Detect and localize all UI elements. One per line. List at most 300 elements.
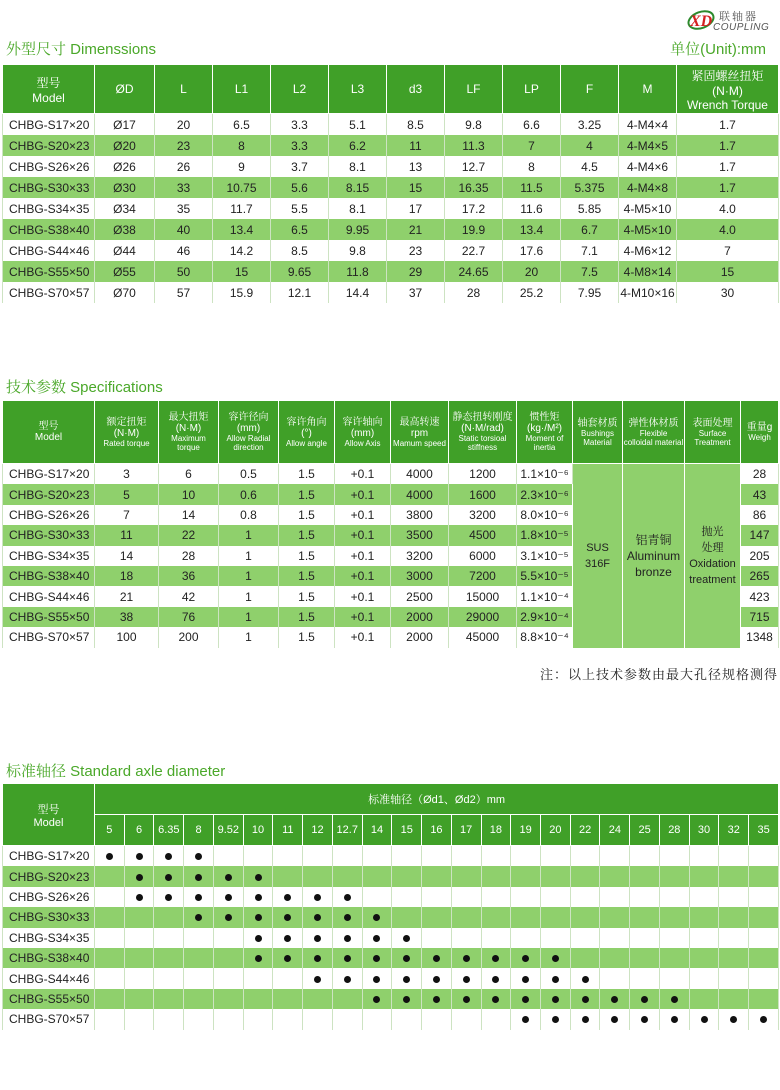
- value-cell: 4: [561, 135, 619, 156]
- available-dot-icon: [492, 996, 499, 1003]
- model-cell: CHBG-S38×40: [3, 948, 95, 968]
- diameter-cell: [422, 887, 452, 907]
- diameter-cell: [659, 887, 689, 907]
- diameter-header: 24: [600, 815, 630, 846]
- diameter-cell: [243, 1009, 273, 1029]
- value-cell: 3000: [391, 566, 449, 586]
- diameter-cell: [213, 989, 243, 1009]
- diameter-cell: [570, 1009, 600, 1029]
- diameter-cell: [511, 968, 541, 988]
- material-line: 处理: [701, 541, 724, 554]
- value-cell: 5.1: [329, 114, 387, 136]
- available-dot-icon: [373, 996, 380, 1003]
- available-dot-icon: [730, 1016, 737, 1023]
- value-cell: 15.9: [213, 282, 271, 303]
- diameter-cell: [184, 1009, 214, 1029]
- value-cell: 57: [155, 282, 213, 303]
- available-dot-icon: [701, 1016, 708, 1023]
- value-cell: 4-M4×6: [619, 156, 677, 177]
- weight-cell: 265: [741, 566, 779, 586]
- diameter-cell: [213, 1009, 243, 1029]
- diameter-cell: [481, 968, 511, 988]
- value-cell: 18: [95, 566, 159, 586]
- diameter-header: 22: [570, 815, 600, 846]
- diameter-cell: [422, 968, 452, 988]
- diameter-cell: [422, 989, 452, 1009]
- diameter-cell: [659, 866, 689, 886]
- diameter-header: 6.35: [154, 815, 184, 846]
- diameter-cell: [600, 948, 630, 968]
- axle-title: 标准轴径 Standard axle diameter: [6, 763, 226, 780]
- diameter-cell: [213, 846, 243, 867]
- header-sublabel-en: Static torsioal stiffness: [458, 434, 507, 452]
- value-cell: 8.5: [387, 114, 445, 136]
- diameter-header: 12.7: [332, 815, 362, 846]
- value-cell: 25.2: [503, 282, 561, 303]
- diameter-cell: [392, 907, 422, 927]
- diameter-cell: [600, 968, 630, 988]
- diameter-cell: [124, 846, 154, 867]
- header-sublabel: (N·M): [113, 427, 140, 439]
- diameter-cell: [243, 907, 273, 927]
- specifications-col-header: [573, 401, 623, 464]
- value-cell: 3800: [391, 505, 449, 525]
- value-cell: 1: [219, 525, 279, 545]
- diameter-cell: [213, 968, 243, 988]
- available-dot-icon: [284, 955, 291, 962]
- diameter-cell: [451, 866, 481, 886]
- header-sublabel-en: colloidal material: [623, 437, 684, 447]
- diameter-cell: [303, 968, 333, 988]
- diameter-cell: [124, 928, 154, 948]
- diameter-header: 6: [124, 815, 154, 846]
- model-cell: CHBG-S70×57: [3, 282, 95, 303]
- diameter-cell: [332, 948, 362, 968]
- diameter-cell: [124, 907, 154, 927]
- value-cell: Ø34: [95, 198, 155, 219]
- diameter-header: 19: [511, 815, 541, 846]
- diameter-cell: [570, 968, 600, 988]
- diameter-cell: [362, 928, 392, 948]
- value-cell: 24.65: [445, 261, 503, 282]
- diameter-cell: [630, 866, 660, 886]
- diameter-cell: [213, 928, 243, 948]
- diameter-cell: [124, 948, 154, 968]
- diameter-cell: [630, 928, 660, 948]
- material-line: SUS: [586, 541, 609, 554]
- diameter-cell: [422, 907, 452, 927]
- header-label: ØD: [115, 82, 134, 96]
- specifications-header-row: [3, 401, 779, 464]
- available-dot-icon: [433, 955, 440, 962]
- diameter-cell: [213, 907, 243, 927]
- diameter-cell: [243, 989, 273, 1009]
- diameter-cell: [481, 989, 511, 1009]
- diameter-cell: [659, 968, 689, 988]
- available-dot-icon: [344, 976, 351, 983]
- diameter-cell: [303, 887, 333, 907]
- available-dot-icon: [284, 914, 291, 921]
- value-cell: 45000: [449, 627, 517, 647]
- value-cell: 14.4: [329, 282, 387, 303]
- diameter-cell: [422, 866, 452, 886]
- value-cell: 1.7: [677, 114, 779, 136]
- value-cell: 13: [387, 156, 445, 177]
- value-cell: 10.75: [213, 177, 271, 198]
- value-cell: Ø38: [95, 219, 155, 240]
- value-cell: 4-M5×10: [619, 198, 677, 219]
- specifications-note: 注：以上技术参数由最大孔径规格测得: [539, 667, 778, 682]
- diameter-cell: [719, 989, 749, 1009]
- diameter-cell: [332, 989, 362, 1009]
- model-cell: CHBG-S34×35: [3, 928, 95, 948]
- diameter-cell: [719, 928, 749, 948]
- axle-model-header: [3, 784, 95, 846]
- value-cell: 21: [95, 586, 159, 606]
- available-dot-icon: [136, 894, 143, 901]
- value-cell: 0.6: [219, 484, 279, 504]
- value-cell: 9.8: [329, 240, 387, 261]
- specifications-col-header: [279, 401, 335, 464]
- value-cell: 200: [159, 627, 219, 647]
- diameter-cell: [719, 907, 749, 927]
- header-label: M: [642, 82, 653, 96]
- diameter-cell: [392, 887, 422, 907]
- value-cell: +0.1: [335, 464, 391, 485]
- available-dot-icon: [314, 914, 321, 921]
- weight-cell: 423: [741, 586, 779, 606]
- value-cell: +0.1: [335, 484, 391, 504]
- specifications-col-header: [219, 401, 279, 464]
- header-label: 表面处理: [692, 417, 733, 429]
- diameter-cell: [273, 846, 303, 867]
- header-label: 静态扭转刚度: [452, 412, 513, 423]
- available-dot-icon: [433, 996, 440, 1003]
- diameter-cell: [451, 846, 481, 867]
- value-cell: 20: [155, 114, 213, 136]
- header-sublabel: rpm: [410, 427, 429, 439]
- value-cell: 3500: [391, 525, 449, 545]
- available-dot-icon: [403, 996, 410, 1003]
- diameter-cell: [362, 887, 392, 907]
- value-cell: 33: [155, 177, 213, 198]
- header-sublabel-en: Allow Radial direction: [226, 434, 271, 452]
- diameter-cell: [362, 1009, 392, 1029]
- model-cell: CHBG-S34×35: [3, 546, 95, 566]
- available-dot-icon: [136, 874, 143, 881]
- value-cell: 6000: [449, 546, 517, 566]
- value-cell: 7.95: [561, 282, 619, 303]
- surface-treatment-cell: [685, 464, 741, 648]
- value-cell: 1.5: [279, 464, 335, 485]
- diameter-cell: [600, 928, 630, 948]
- value-cell: 17: [387, 198, 445, 219]
- value-cell: 8: [503, 156, 561, 177]
- value-cell: 12.1: [271, 282, 329, 303]
- diameter-cell: [154, 846, 184, 867]
- available-dot-icon: [344, 894, 351, 901]
- available-dot-icon: [492, 955, 499, 962]
- available-dot-icon: [106, 853, 113, 860]
- value-cell: 11.6: [503, 198, 561, 219]
- header-label: LP: [524, 82, 539, 96]
- available-dot-icon: [344, 935, 351, 942]
- diameter-cell: [719, 968, 749, 988]
- value-cell: 11.8: [329, 261, 387, 282]
- available-dot-icon: [522, 996, 529, 1003]
- axle-model-header-cn: 型号: [37, 803, 60, 816]
- available-dot-icon: [463, 955, 470, 962]
- diameter-cell: [541, 907, 571, 927]
- value-cell: 76: [159, 607, 219, 627]
- header-label: 型号: [38, 421, 59, 432]
- value-cell: 15000: [449, 586, 517, 606]
- diameter-cell: [332, 1009, 362, 1029]
- unit-label: 单位(Unit):mm: [670, 41, 766, 58]
- diameter-cell: [689, 846, 719, 867]
- diameter-cell: [243, 948, 273, 968]
- header-sublabel: Model: [34, 432, 63, 443]
- specifications-col-header: [95, 401, 159, 464]
- value-cell: 1.5: [279, 546, 335, 566]
- value-cell: 12.7: [445, 156, 503, 177]
- diameter-cell: [273, 887, 303, 907]
- value-cell: 2.3×10⁻⁶: [517, 484, 573, 504]
- diameter-cell: [570, 948, 600, 968]
- value-cell: 22.7: [445, 240, 503, 261]
- available-dot-icon: [195, 894, 202, 901]
- value-cell: 8.8×10⁻⁴: [517, 627, 573, 647]
- value-cell: 15: [677, 261, 779, 282]
- value-cell: 23: [387, 240, 445, 261]
- diameter-cell: [362, 866, 392, 886]
- diameter-cell: [451, 1009, 481, 1029]
- model-cell: CHBG-S20×23: [3, 135, 95, 156]
- weight-cell: 43: [741, 484, 779, 504]
- available-dot-icon: [165, 874, 172, 881]
- axle-header-row-1: [3, 784, 779, 815]
- diameter-cell: [95, 989, 125, 1009]
- available-dot-icon: [373, 955, 380, 962]
- value-cell: 7: [95, 505, 159, 525]
- value-cell: 1: [219, 607, 279, 627]
- available-dot-icon: [344, 914, 351, 921]
- diameter-cell: [451, 928, 481, 948]
- diameter-cell: [481, 846, 511, 867]
- model-cell: CHBG-S20×23: [3, 866, 95, 886]
- model-cell: CHBG-S34×35: [3, 198, 95, 219]
- available-dot-icon: [314, 976, 321, 983]
- diameter-cell: [273, 968, 303, 988]
- table-row: [3, 968, 779, 988]
- diameter-header: 20: [541, 815, 571, 846]
- value-cell: 11.5: [503, 177, 561, 198]
- diameter-cell: [154, 989, 184, 1009]
- value-cell: 4-M8×14: [619, 261, 677, 282]
- value-cell: 1: [219, 546, 279, 566]
- available-dot-icon: [225, 874, 232, 881]
- diameter-cell: [451, 989, 481, 1009]
- diameter-cell: [332, 928, 362, 948]
- model-cell: CHBG-S55×50: [3, 261, 95, 282]
- weight-cell: 86: [741, 505, 779, 525]
- available-dot-icon: [552, 996, 559, 1003]
- diameter-cell: [184, 989, 214, 1009]
- value-cell: 1.7: [677, 156, 779, 177]
- value-cell: 1: [219, 586, 279, 606]
- header-sublabel: (mm): [350, 427, 375, 439]
- header-label: F: [585, 82, 594, 96]
- value-cell: 3.3: [271, 135, 329, 156]
- available-dot-icon: [314, 894, 321, 901]
- value-cell: 29: [387, 261, 445, 282]
- value-cell: 3200: [449, 505, 517, 525]
- diameter-cell: [689, 907, 719, 927]
- diameter-cell: [689, 968, 719, 988]
- header-label: d3: [408, 82, 423, 96]
- diameter-cell: [303, 928, 333, 948]
- available-dot-icon: [641, 1016, 648, 1023]
- diameter-header: 18: [481, 815, 511, 846]
- value-cell: 6.5: [213, 114, 271, 136]
- header-sublabel: Model: [32, 90, 65, 105]
- header-label: 惯性矩: [529, 412, 560, 423]
- diameter-cell: [273, 928, 303, 948]
- table-row: [3, 464, 779, 485]
- model-cell: CHBG-S30×33: [3, 907, 95, 927]
- diameter-cell: [659, 846, 689, 867]
- value-cell: 5.375: [561, 177, 619, 198]
- dimensions-col-header: [561, 65, 619, 114]
- diameter-cell: [303, 866, 333, 886]
- diameter-cell: [124, 968, 154, 988]
- value-cell: 1.5: [279, 586, 335, 606]
- header-label: 容许径向: [228, 412, 269, 423]
- value-cell: 29000: [449, 607, 517, 627]
- diameter-cell: [213, 887, 243, 907]
- value-cell: 15: [387, 177, 445, 198]
- diameter-cell: [332, 866, 362, 886]
- diameter-cell: [541, 866, 571, 886]
- table-row: [3, 240, 779, 261]
- diameter-cell: [422, 846, 452, 867]
- value-cell: 5.5×10⁻⁵: [517, 566, 573, 586]
- specifications-table: [2, 400, 779, 648]
- value-cell: 23: [155, 135, 213, 156]
- header-sublabel-en: Moment of inertia: [525, 434, 564, 452]
- header-label: 型号: [36, 75, 61, 90]
- available-dot-icon: [760, 1016, 767, 1023]
- value-cell: +0.1: [335, 627, 391, 647]
- value-cell: 4-M4×5: [619, 135, 677, 156]
- value-cell: +0.1: [335, 546, 391, 566]
- value-cell: 35: [155, 198, 213, 219]
- diameter-cell: [303, 989, 333, 1009]
- available-dot-icon: [433, 976, 440, 983]
- table-row: [3, 989, 779, 1009]
- specifications-title: 技术参数 Specifications: [6, 379, 163, 396]
- value-cell: 1.5: [279, 505, 335, 525]
- header-sublabel-en: Rated torque: [103, 438, 150, 448]
- header-sublabel: (N·M): [175, 423, 202, 434]
- diameter-cell: [511, 989, 541, 1009]
- table-row: [3, 177, 779, 198]
- value-cell: 8.1: [329, 198, 387, 219]
- model-cell: CHBG-S30×33: [3, 525, 95, 545]
- diameter-cell: [541, 968, 571, 988]
- value-cell: 1: [219, 627, 279, 647]
- material-line: treatment: [689, 573, 736, 586]
- value-cell: 36: [159, 566, 219, 586]
- value-cell: 9.8: [445, 114, 503, 136]
- header-sublabel: (N·M): [712, 83, 743, 98]
- header-sublabel: (kg·/M²): [527, 423, 562, 434]
- diameter-cell: [481, 887, 511, 907]
- header-sublabel-en: Allow angle: [286, 438, 327, 448]
- available-dot-icon: [255, 874, 262, 881]
- diameter-header: 8: [184, 815, 214, 846]
- diameter-cell: [95, 846, 125, 867]
- available-dot-icon: [165, 894, 172, 901]
- model-cell: CHBG-S26×26: [3, 887, 95, 907]
- value-cell: 1600: [449, 484, 517, 504]
- diameter-cell: [481, 866, 511, 886]
- diameter-header: 17: [451, 815, 481, 846]
- available-dot-icon: [611, 996, 618, 1003]
- header-label: 最高转速: [399, 416, 440, 428]
- diameter-cell: [481, 1009, 511, 1029]
- dimensions-col-header: [213, 65, 271, 114]
- diameter-cell: [184, 907, 214, 927]
- diameter-cell: [570, 866, 600, 886]
- header-sublabel-en: Maximum torque: [171, 434, 206, 452]
- value-cell: +0.1: [335, 607, 391, 627]
- value-cell: 15: [213, 261, 271, 282]
- diameter-cell: [719, 887, 749, 907]
- available-dot-icon: [255, 914, 262, 921]
- available-dot-icon: [403, 935, 410, 942]
- value-cell: 0.5: [219, 464, 279, 485]
- table-row: [3, 1009, 779, 1029]
- value-cell: 42: [159, 586, 219, 606]
- diameter-cell: [749, 887, 779, 907]
- diameter-cell: [749, 866, 779, 886]
- value-cell: 17.2: [445, 198, 503, 219]
- value-cell: 30: [677, 282, 779, 303]
- value-cell: 4-M10×16: [619, 282, 677, 303]
- value-cell: 4-M4×8: [619, 177, 677, 198]
- material-line: Aluminum: [626, 548, 681, 563]
- value-cell: Ø17: [95, 114, 155, 136]
- diameter-cell: [124, 887, 154, 907]
- value-cell: 7.5: [561, 261, 619, 282]
- value-cell: 4500: [449, 525, 517, 545]
- available-dot-icon: [403, 955, 410, 962]
- model-cell: CHBG-S17×20: [3, 114, 95, 136]
- diameter-cell: [630, 989, 660, 1009]
- value-cell: 4000: [391, 484, 449, 504]
- value-cell: 1.5: [279, 566, 335, 586]
- table-row: [3, 866, 779, 886]
- value-cell: 7.1: [561, 240, 619, 261]
- diameter-cell: [630, 948, 660, 968]
- value-cell: 7: [503, 135, 561, 156]
- header-label: 额定扭矩: [106, 416, 147, 428]
- value-cell: 5.85: [561, 198, 619, 219]
- value-cell: 4-M6×12: [619, 240, 677, 261]
- available-dot-icon: [255, 935, 262, 942]
- dimensions-col-header: [271, 65, 329, 114]
